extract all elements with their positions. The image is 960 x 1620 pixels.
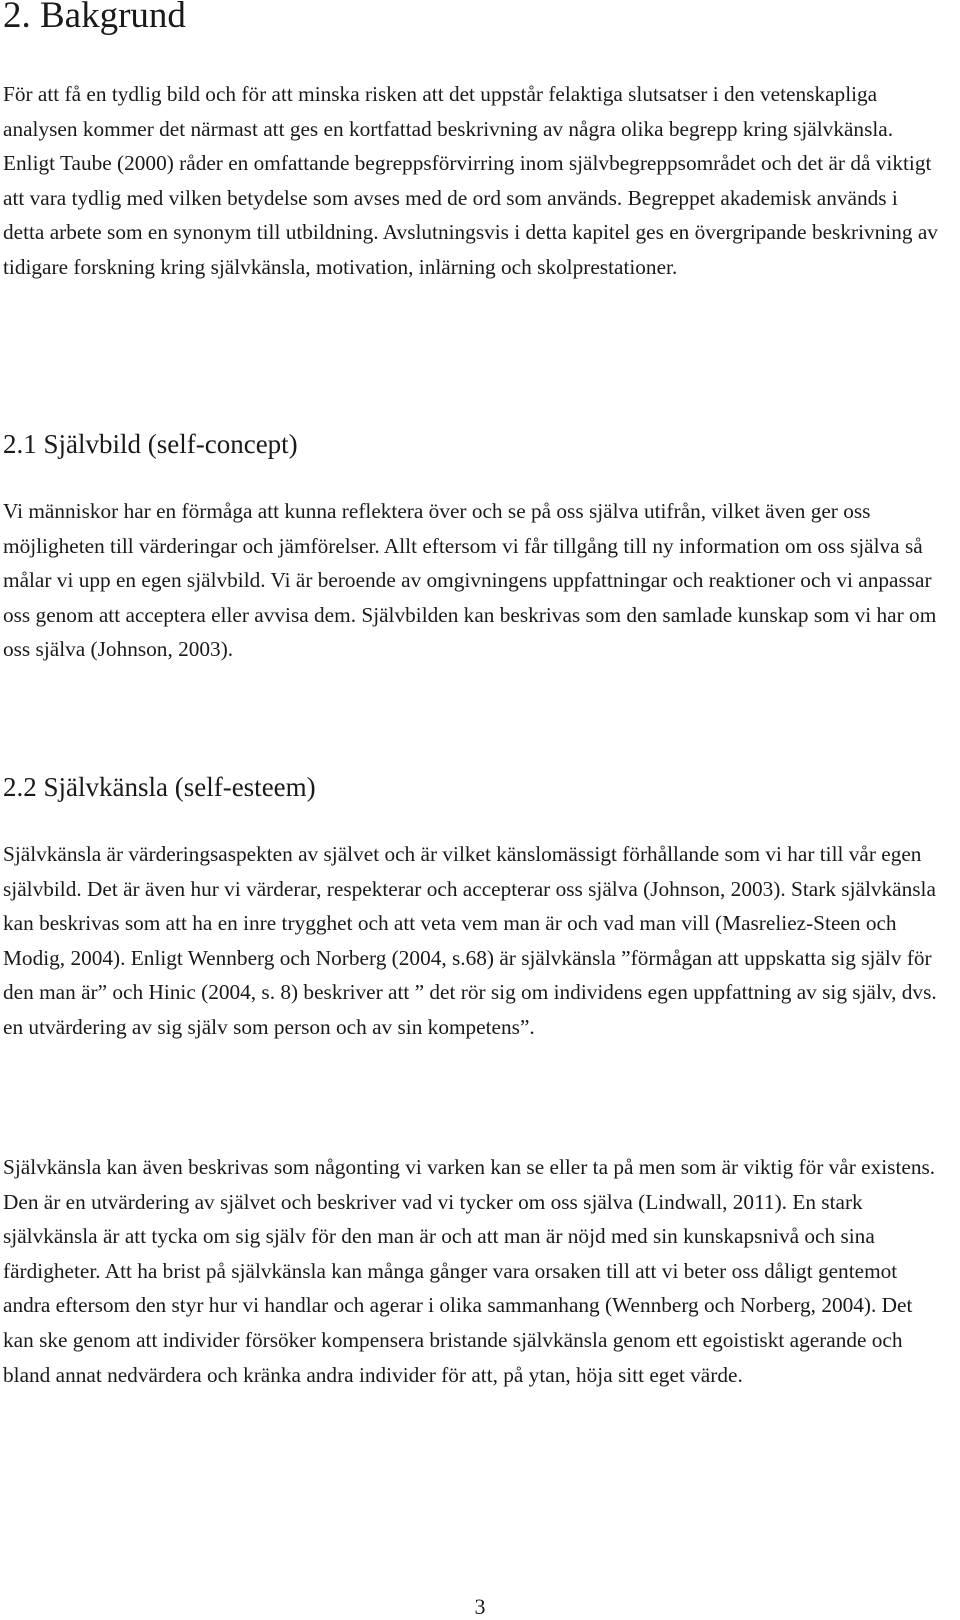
section-heading-self-esteem: 2.2 Självkänsla (self-esteem) xyxy=(3,772,316,802)
self-concept-section xyxy=(3,494,943,667)
section-heading-self-concept: 2.1 Självbild (self-concept) xyxy=(3,429,298,459)
self-esteem-paragraph-2: Självkänsla kan även beskrivas som någonting vi varken kan se eller ta på men som är viktig för vår existens. Den är en utvärdering av självet och beskriver vad vi tycker om oss själva (Lindwall, 2011). En stark självkänsla är att tycka om sig själv för den man är och att man är nöjd med sin kunskapsnivå och sina färdigheter. Att ha brist på självkänsla kan många gånger vara orsaken till att vi beter oss dåligt gentemot andra eftersom den styr hur vi handlar och agerar i olika sammanhang (Wennberg och Norberg, 2004). Det kan ske genom att individer försöker kompensera bristande självkänsla genom ett egoistiskt agerande och bland annat nedvärdera och kränka andra individer för att, på ytan, höja sitt eget värde. xyxy=(3,1155,936,1387)
intro-section xyxy=(3,77,943,285)
chapter-title: 2. Bakgrund xyxy=(3,0,186,36)
self-concept-paragraph: Vi människor har en förmåga att kunna reflektera över och se på oss själva utifrån, vilket även ger oss möjligheten till värderingar och jämförelser. Allt eftersom vi får tillgång till ny information om oss själva så målar vi upp en egen självbild. Vi är beroende av omgivningens uppfattningar och reaktioner och vi anpassar oss genom att acceptera eller avvisa dem. Självbilden kan beskrivas som den samlade kunskap som vi har om oss själva (Johnson, 2003). xyxy=(3,499,937,662)
self-esteem-paragraph-1: Självkänsla är värderingsaspekten av självet och är vilket känslomässigt förhållande som vi har till vår egen självbild. Det är även hur vi värderar, respekterar och accepterar oss själva (Johnson, 2003). Stark självkänsla kan beskrivas som att ha en inre trygghet och att veta vem man är och vad man vill (Masreliez-Steen och Modig, 2004). Enligt Wennberg och Norberg (2004, s.68) är självkänsla ”förmågan att uppskatta sig själv för den man är” och Hinic (2004, s. 8) beskriver att ” det rör sig om individens egen uppfattning av sig själv, dvs. en utvärdering av sig själv som person och av sin kompetens”. xyxy=(3,842,937,1039)
self-esteem-section-part2 xyxy=(3,1150,943,1392)
intro-paragraph: För att få en tydlig bild och för att minska risken att det uppstår felaktiga slutsatser i den vetenskapliga analysen kommer det närmast att ges en kortfattad beskrivning av några olika begrepp kring självkänsla. Enligt Taube (2000) råder en omfattande begreppsförvirring inom självbegreppsområdet och det är då viktigt att vara tydlig med vilken betydelse som avses med de ord som används. Begreppet akademisk används i detta arbete som en synonym till utbildning. Avslutningsvis i detta kapitel ges en övergripande beskrivning av tidigare forskning kring självkänsla, motivation, inlärning och skolprestationer. xyxy=(3,82,938,279)
self-esteem-section-part1 xyxy=(3,837,943,1045)
page-number: 3 xyxy=(474,1594,486,1619)
